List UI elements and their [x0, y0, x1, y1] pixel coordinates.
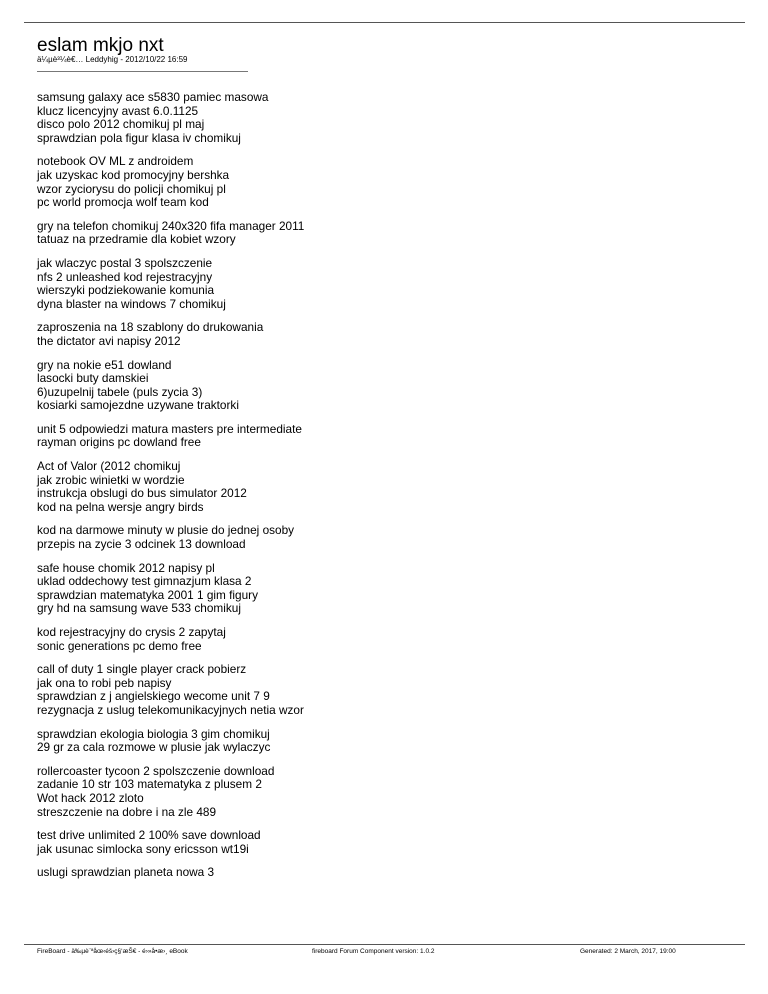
- text-line: 6)uzupelnij tabele (puls zycia 3): [37, 384, 203, 399]
- post-paragraph: [37, 155, 727, 209]
- text-line: test drive unlimited 2 100% save download: [37, 828, 261, 843]
- text-line: disco polo 2012 chomikuj pl maj: [37, 117, 205, 132]
- text-line: uslugi sprawdzian planeta nowa 3: [37, 865, 215, 880]
- text-line: sonic generations pc demo free: [37, 638, 202, 653]
- text-line: nfs 2 unleashed kod rejestracyjny: [37, 269, 213, 284]
- text-line: sprawdzian pola figur klasa iv chomikuj: [37, 130, 241, 145]
- top-divider: [24, 22, 745, 23]
- post-body: [37, 91, 727, 890]
- post-meta: ä¼µè³¼è€… Leddyhig - 2012/10/22 16:59: [37, 55, 188, 64]
- post-paragraph: [37, 359, 727, 413]
- text-line: samsung galaxy ace s5830 pamiec masowa: [37, 90, 269, 104]
- text-line: sprawdzian matematyka 2001 1 gim figury: [37, 587, 258, 602]
- text-line: instrukcja obslugi do bus simulator 2012: [37, 486, 247, 501]
- text-line: kod na darmowe minuty w plusie do jednej osoby: [37, 523, 295, 538]
- text-line: gry na nokie e51 dowland: [37, 357, 172, 372]
- post-paragraph: [37, 257, 727, 311]
- text-line: kod na pelna wersje angry birds: [37, 499, 204, 514]
- text-line: 29 gr za cala rozmowe w plusie jak wylaczyc: [37, 740, 271, 755]
- text-line: jak usunac simlocka sony ericsson wt19i: [37, 841, 249, 856]
- text-line: jak wlaczyc postal 3 spolszczenie: [37, 255, 213, 270]
- text-line: safe house chomik 2012 napisy pl: [37, 560, 215, 575]
- footer-generated-date: Generated: 2 March, 2017, 19:00: [580, 948, 676, 955]
- text-line: wzor zyciorysu do policji chomikuj pl: [37, 181, 226, 196]
- text-line: jak uzyskac kod promocyjny bershka: [37, 167, 230, 182]
- text-line: lasocki buty damskiei: [37, 371, 149, 386]
- post-title: eslam mkjo nxt: [37, 35, 164, 56]
- text-line: kosiarki samojezdne uzywane traktorki: [37, 398, 239, 413]
- text-line: sprawdzian ekologia biologia 3 gim chomikuj: [37, 726, 270, 741]
- text-line: the dictator avi napisy 2012: [37, 333, 181, 348]
- post-paragraph: [37, 423, 727, 450]
- text-line: rayman origins pc dowland free: [37, 435, 201, 450]
- text-line: kod rejestracyjny do crysis 2 zapytaj: [37, 625, 226, 639]
- post-paragraph: [37, 220, 727, 247]
- post-paragraph: [37, 829, 727, 856]
- text-line: call of duty 1 single player crack pobierz: [37, 662, 247, 677]
- post-paragraph: [37, 91, 727, 145]
- post-paragraph: [37, 626, 727, 653]
- text-line: zaproszenia na 18 szablony do drukowania: [37, 320, 264, 335]
- text-line: sprawdzian z j angielskiego wecome unit 7 9: [37, 689, 270, 704]
- text-line: notebook OV ML z androidem: [37, 154, 194, 169]
- text-line: klucz licencyjny avast 6.0.1125: [37, 103, 199, 118]
- post-paragraph: [37, 524, 727, 551]
- footer-site-name: FireBoard - ä‰µè¨ªåœ‹éš›ç§‘æŠ€ - é›»å•æ›¸ eBook: [37, 948, 188, 955]
- post-paragraph: [37, 728, 727, 755]
- post-paragraph: [37, 460, 727, 514]
- footer-divider: [24, 944, 745, 945]
- text-line: rollercoaster tycoon 2 spolszczenie download: [37, 763, 275, 778]
- text-line: Act of Valor (2012 chomikuj: [37, 459, 181, 474]
- text-line: uklad oddechowy test gimnazjum klasa 2: [37, 574, 252, 589]
- text-line: jak ona to robi peb napisy: [37, 675, 172, 690]
- text-line: wierszyki podziekowanie komunia: [37, 283, 215, 298]
- post-paragraph: [37, 663, 727, 717]
- text-line: jak zrobic winietki w wordzie: [37, 472, 185, 487]
- post-paragraph: [37, 321, 727, 348]
- text-line: dyna blaster na windows 7 chomikuj: [37, 296, 226, 311]
- text-line: Wot hack 2012 zloto: [37, 790, 144, 805]
- post-paragraph: [37, 765, 727, 819]
- post-paragraph: [37, 866, 727, 880]
- text-line: tatuaz na przedramie dla kobiet wzory: [37, 232, 236, 247]
- text-line: pc world promocja wolf team kod: [37, 195, 209, 210]
- text-line: unit 5 odpowiedzi matura masters pre intermediate: [37, 421, 302, 436]
- text-line: gry hd na samsung wave 533 chomikuj: [37, 601, 241, 616]
- text-line: rezygnacja z uslug telekomunikacyjnych netia wzor: [37, 702, 304, 717]
- text-line: gry na telefon chomikuj 240x320 fifa manager 2011: [37, 218, 305, 233]
- footer-component-version: fireboard Forum Component version: 1.0.2: [312, 948, 435, 955]
- text-line: przepis na zycie 3 odcinek 13 download: [37, 537, 246, 552]
- post-paragraph: [37, 562, 727, 616]
- text-line: streszczenie na dobre i na zle 489: [37, 804, 217, 819]
- text-line: zadanie 10 str 103 matematyka z plusem 2: [37, 777, 262, 792]
- meta-divider: [37, 71, 248, 72]
